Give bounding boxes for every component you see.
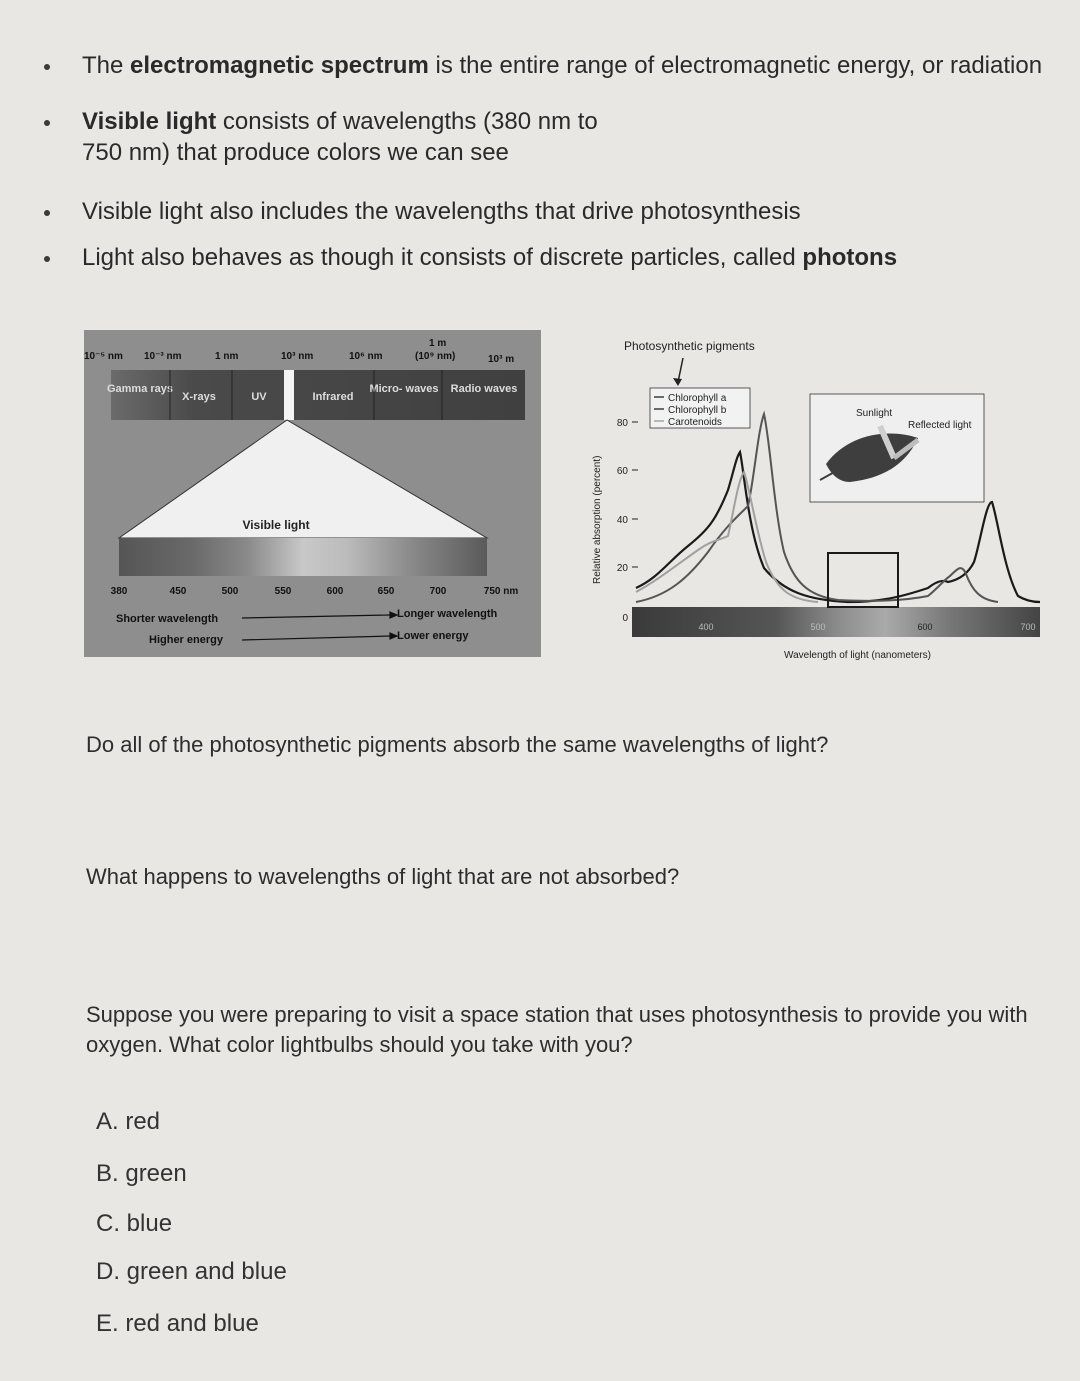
bullet-bold-term: photons [802,244,898,271]
nm-tick: 600 [326,586,344,597]
legend-carotenoids: Carotenoids [668,417,722,428]
band-label-xrays: X-rays [182,391,216,403]
question-2: What happens to wavelengths of light that are not absorbed? [86,864,680,889]
option-c[interactable]: C. blue [96,1210,173,1237]
scale-label: 1 nm [215,351,239,362]
scale-label: 1 m [429,338,447,349]
em-spectrum-figure [84,330,541,657]
title-arrow [678,358,683,382]
x-axis-label: Wavelength of light (nanometers) [784,650,931,661]
nm-tick: 550 [274,586,292,597]
scale-label: 10³ nm [281,351,314,362]
absorption-spectrum-figure [588,330,1040,670]
bullet-dot [44,256,50,262]
band-label-uv: UV [251,391,267,403]
bullet-text: The [82,52,131,79]
shorter-wavelength-label: Shorter wavelength [116,613,219,625]
scale-label: (10⁹ nm) [415,351,456,362]
option-e[interactable]: E. red and blue [96,1310,259,1337]
bullet-dot [44,120,50,126]
bullet-bold-term: Visible light [82,108,217,135]
scale-label: 10⁶ nm [349,351,383,362]
y-tick: 80 [616,418,628,429]
visible-slice [284,370,294,420]
bullet-text: consists of wavelengths (380 nm to 750 nm) that produce colors we can see [82,108,598,166]
legend-chlorophyll-a: Chlorophyll a [668,393,727,404]
y-tick: 40 [616,515,628,526]
reflected-light-label: Reflected light [908,420,972,431]
band-label-radio: Radio waves [450,383,518,395]
nm-tick: 500 [221,586,239,597]
band-label-gamma: Gamma rays [106,383,174,395]
bullet-item [40,50,1042,81]
x-tick: 600 [917,622,933,632]
wavelength-color-bar [632,607,1040,637]
y-tick: 0 [622,613,628,624]
scale-label: 10⁻⁵ nm [84,351,123,362]
pigments-title: Photosynthetic pigments [624,339,755,353]
higher-energy-label: Higher energy [149,634,223,646]
option-b[interactable]: B. green [96,1160,187,1187]
sunlight-label: Sunlight [856,408,893,419]
longer-wavelength-label: Longer wavelength [397,608,498,620]
lower-energy-label: Lower energy [397,630,469,642]
option-a[interactable]: A. red [96,1108,161,1135]
y-tick: 60 [616,466,628,477]
bullet-item [40,106,642,168]
bullet-item [40,242,897,273]
visible-gradient-strip [119,538,487,576]
x-tick: 500 [810,622,826,632]
bullet-text: Visible light also includes the wavelengths that drive photosynthesis [82,198,801,225]
band-label-microwaves: Micro- waves [369,383,439,395]
nm-tick: 450 [169,586,187,597]
legend-chlorophyll-b: Chlorophyll b [668,405,727,416]
question-1: Do all of the photosynthetic pigments absorb the same wavelengths of light? [86,732,829,757]
x-tick: 400 [698,622,714,632]
scale-label: 10⁻³ nm [144,351,182,362]
option-d[interactable]: D. green and blue [96,1258,287,1285]
bullet-text: is the entire range of electromagnetic energy, or radiation [428,52,1043,79]
y-tick: 20 [616,563,628,574]
band-label-infrared: Infrared [312,391,354,403]
scale-label: 10³ m [488,354,515,365]
nm-tick: 700 [429,586,447,597]
nm-tick: 650 [377,586,395,597]
bullet-text: Light also behaves as though it consists of discrete particles, called [82,244,803,271]
bullet-bold-term: electromagnetic spectrum [130,52,429,79]
bullet-dot [44,64,50,70]
bullet-item [40,196,801,227]
nm-tick: 750 nm [483,586,519,597]
bullet-dot [44,210,50,216]
visible-light-label: Visible light [242,518,310,532]
x-tick: 700 [1020,622,1036,632]
nm-tick: 380 [110,586,128,597]
question-3: Suppose you were preparing to visit a space station that uses photosynthesis to provide you with oxygen. What color lightbulbs should you take with you? [86,1002,1028,1057]
y-axis-label: Relative absorption (percent) [592,455,603,584]
